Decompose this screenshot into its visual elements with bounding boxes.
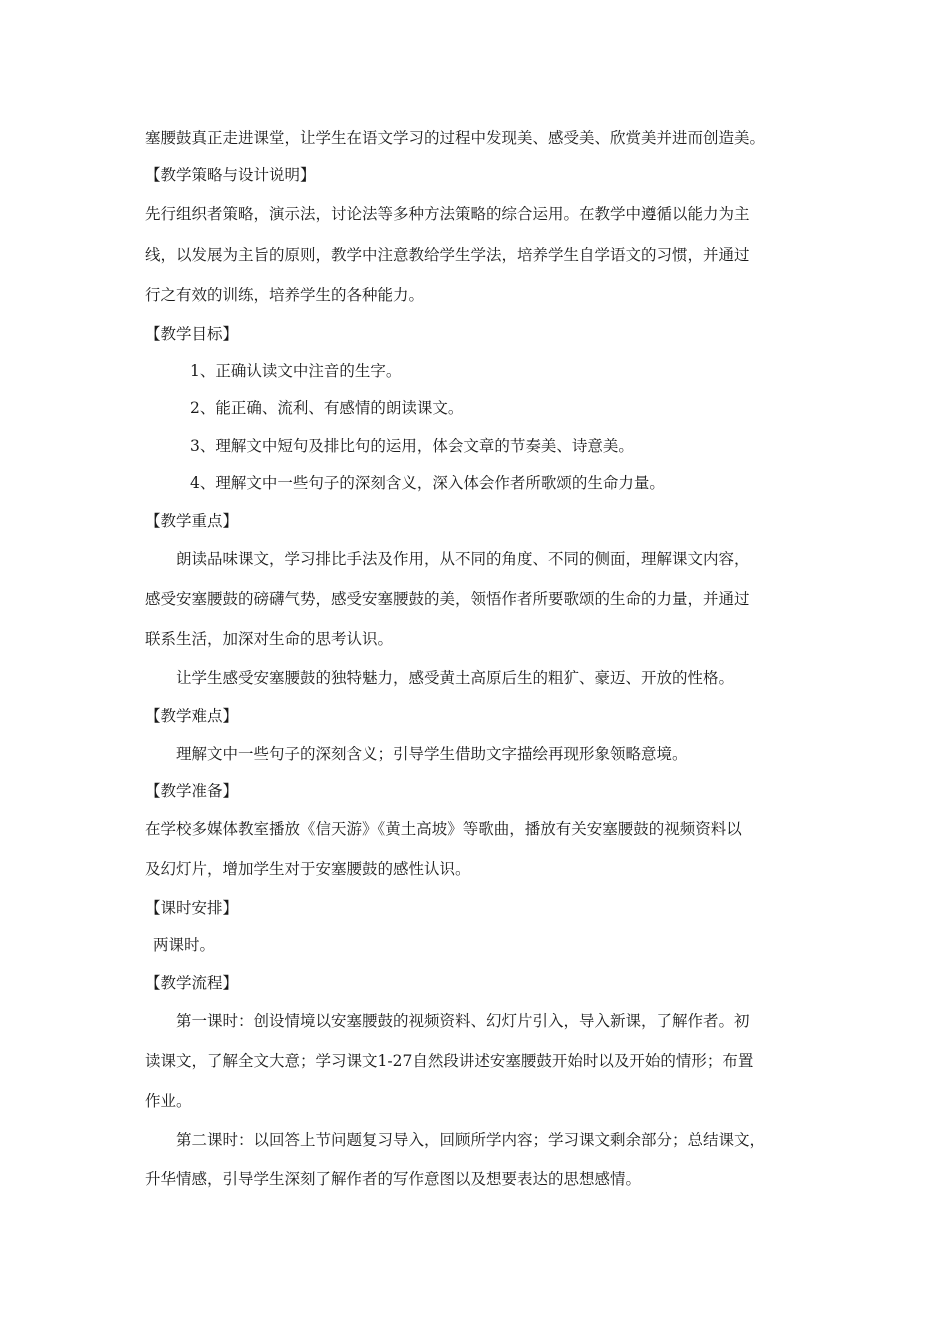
- preparation-heading: 【教学准备】: [145, 782, 239, 800]
- process-line: 第二课时：以回答上节问题复习导入，回顾所学内容；学习课文剩余部分；总结课文，: [176, 1131, 766, 1149]
- process-line: 读课文，了解全文大意；学习课文1-27自然段讲述安塞腰鼓开始时以及开始的情形；布置: [145, 1052, 754, 1070]
- process-line: 作业。: [145, 1092, 192, 1110]
- schedule-line: 两课时。: [153, 936, 216, 954]
- strategy-heading: 【教学策略与设计说明】: [145, 166, 316, 184]
- goal-item: 1、正确认读文中注音的生字。: [190, 362, 402, 380]
- focus-line: 朗读品味课文，学习排比手法及作用，从不同的角度、不同的侧面，理解课文内容，: [176, 550, 750, 568]
- strategy-line: 先行组织者策略，演示法，讨论法等多种方法策略的综合运用。在教学中遵循以能力为主: [145, 205, 750, 223]
- goals-heading: 【教学目标】: [145, 325, 239, 343]
- goal-item: 4、理解文中一些句子的深刻含义，深入体会作者所歌颂的生命力量。: [190, 474, 665, 492]
- process-line: 第一课时：创设情境以安塞腰鼓的视频资料、幻灯片引入，导入新课，了解作者。初: [176, 1012, 750, 1030]
- schedule-heading: 【课时安排】: [145, 899, 239, 917]
- preparation-line: 在学校多媒体教室播放《信天游》《黄土高坡》等歌曲，播放有关安塞腰鼓的视频资料以: [145, 820, 742, 838]
- focus-line: 感受安塞腰鼓的磅礴气势，感受安塞腰鼓的美，领悟作者所要歌颂的生命的力量，并通过: [145, 590, 750, 608]
- focus-line: 联系生活，加深对生命的思考认识。: [145, 630, 394, 648]
- process-line: 升华情感，引导学生深刻了解作者的写作意图以及想要表达的思想感情。: [145, 1170, 642, 1188]
- difficulty-line: 理解文中一些句子的深刻含义；引导学生借助文字描绘再现形象领略意境。: [176, 745, 688, 763]
- focus-line: 让学生感受安塞腰鼓的独特魅力，感受黄土高原后生的粗犷、豪迈、开放的性格。: [176, 669, 735, 687]
- focus-heading: 【教学重点】: [145, 512, 239, 530]
- process-heading: 【教学流程】: [145, 974, 239, 992]
- intro-line: 塞腰鼓真正走进课堂，让学生在语文学习的过程中发现美、感受美、欣赏美并进而创造美。: [145, 129, 766, 147]
- strategy-line: 行之有效的训练，培养学生的各种能力。: [145, 286, 425, 304]
- goal-item: 2、能正确、流利、有感情的朗读课文。: [190, 399, 464, 417]
- difficulty-heading: 【教学难点】: [145, 707, 239, 725]
- goal-item: 3、理解文中短句及排比句的运用，体会文章的节奏美、诗意美。: [190, 437, 634, 455]
- preparation-line: 及幻灯片，增加学生对于安塞腰鼓的感性认识。: [145, 860, 471, 878]
- strategy-line: 线，以发展为主旨的原则，教学中注意教给学生学法，培养学生自学语文的习惯，并通过: [145, 246, 750, 264]
